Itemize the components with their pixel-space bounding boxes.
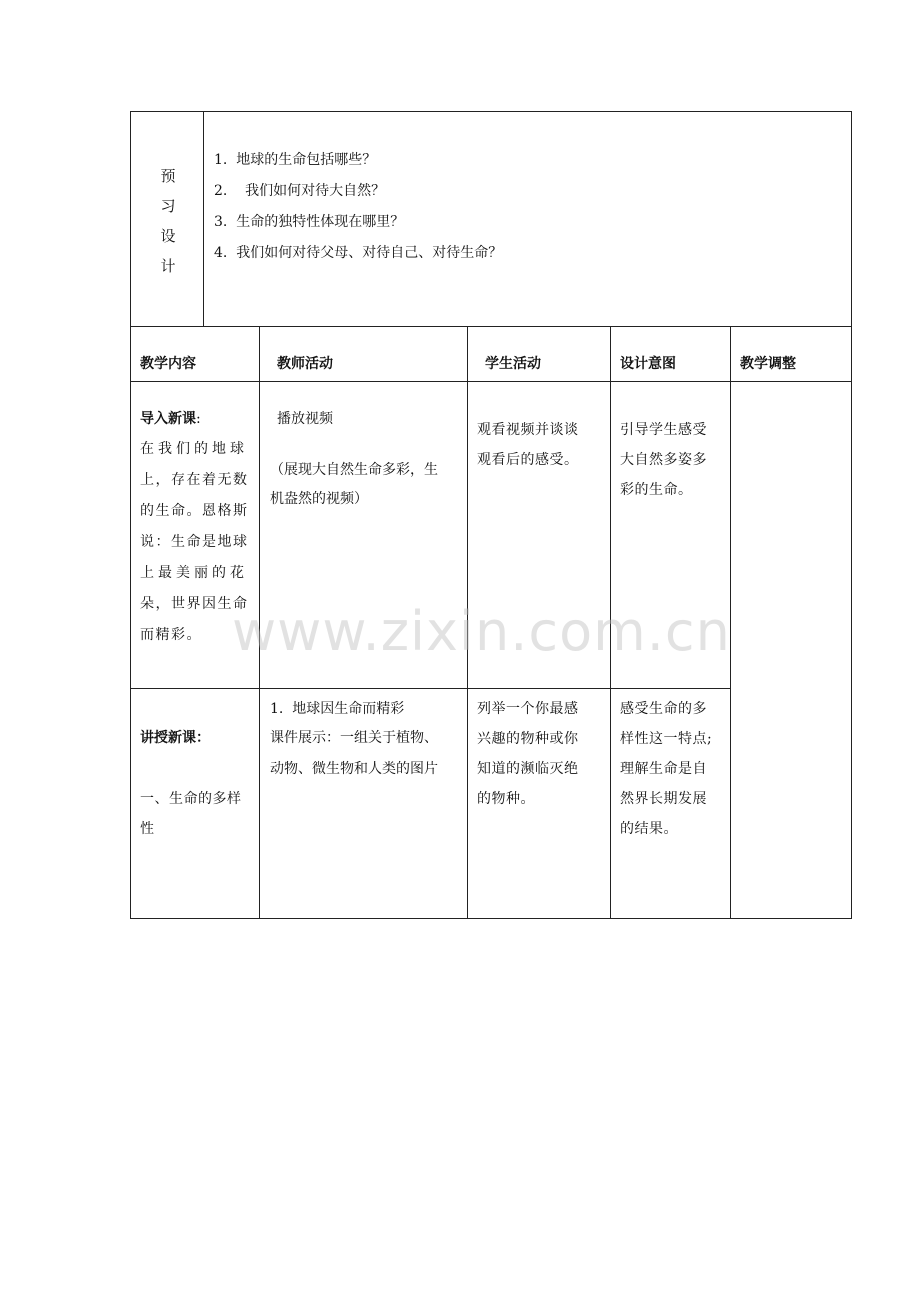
row1-intent-text <box>620 415 707 505</box>
row2-content-line: 性 <box>140 821 155 837</box>
row2-intent-text <box>620 694 712 844</box>
header-content: 教学内容 <box>140 356 196 372</box>
table-border-right <box>851 111 852 919</box>
row2-content-line: 一、生命的多样 <box>140 791 242 807</box>
row1-content-line: 在我们的地球 <box>140 441 248 457</box>
preview-label-char: 习 <box>160 197 176 215</box>
row2-student-line: 的物种。 <box>477 791 535 807</box>
header-teacher: 教师活动 <box>277 356 333 372</box>
row1-teacher-line: 播放视频 <box>277 411 333 427</box>
row1-student-text <box>477 415 579 475</box>
row1-intent-line: 引导学生感受 <box>620 422 707 438</box>
table-border-row-split <box>130 688 731 689</box>
row2-student-text <box>477 694 579 814</box>
preview-question: 4. 我们如何对待父母、对待自己、对待生命？ <box>214 245 503 261</box>
header-intent: 设计意图 <box>620 356 676 372</box>
preview-label <box>152 164 184 284</box>
preview-label-divider <box>203 111 204 327</box>
row2-student-line: 列举一个你最感 <box>477 701 579 717</box>
row2-intent-line: 样性这一特点; <box>620 731 713 747</box>
preview-label-char: 预 <box>160 167 176 185</box>
table-border-header-top <box>130 326 852 327</box>
header-student: 学生活动 <box>485 356 541 372</box>
row2-teacher-line: 课件展示：一组关于植物、 <box>270 730 438 746</box>
watermark: www.zixin.com.cn <box>232 600 731 663</box>
row1-intent-line: 彩的生命。 <box>620 482 693 498</box>
row2-student-line: 知道的濒临灭绝 <box>477 761 579 777</box>
preview-question: 3. 生命的独特性体现在哪里？ <box>214 214 405 230</box>
row1-student-line: 观看后的感受。 <box>477 452 579 468</box>
preview-question-list <box>214 150 502 274</box>
row1-student-line: 观看视频并谈谈 <box>477 422 579 438</box>
row2-teacher-line: 1. 地球因生命而精彩 <box>270 701 405 717</box>
row2-content-text <box>140 784 242 844</box>
row1-intent-line: 大自然多姿多 <box>620 452 707 468</box>
preview-label-char: 计 <box>160 257 176 275</box>
row2-intent-line: 理解生命是自 <box>620 761 707 777</box>
preview-label-char: 设 <box>160 227 176 245</box>
table-border-top <box>130 111 852 112</box>
row1-teacher-line: 机盎然的视频） <box>270 491 368 507</box>
row1-content-line: 的生命。恩格斯 <box>140 503 249 519</box>
row1-content-line: 朵，世界因生命 <box>140 596 249 612</box>
row1-content-colon: : <box>196 411 201 427</box>
row2-intent-line: 感受生命的多 <box>620 701 707 717</box>
row1-content-line: 说：生命是地球 <box>140 534 249 550</box>
row2-student-line: 兴趣的物种或你 <box>477 731 579 747</box>
row2-intent-line: 然界长期发展 <box>620 791 707 807</box>
row1-content-heading: 导入新课 <box>140 411 196 427</box>
row2-teacher-line: 动物、微生物和人类的图片 <box>270 761 438 777</box>
row2-intent-line: 的结果。 <box>620 821 678 837</box>
preview-question: 1. 地球的生命包括哪些？ <box>214 152 377 168</box>
row1-content-line: 上最美丽的花 <box>140 565 248 581</box>
row1-teacher-line: （展现大自然生命多彩，生 <box>270 462 438 478</box>
header-adjust: 教学调整 <box>740 356 796 372</box>
row1-content-line: 上，存在着无数 <box>140 472 249 488</box>
row1-content-line: 而精彩。 <box>140 627 202 643</box>
preview-question: 2. 我们如何对待大自然？ <box>214 183 386 199</box>
row2-content-heading: 讲授新课： <box>140 730 210 746</box>
row2-teacher-text <box>270 697 438 784</box>
table-border-bottom <box>130 918 852 919</box>
